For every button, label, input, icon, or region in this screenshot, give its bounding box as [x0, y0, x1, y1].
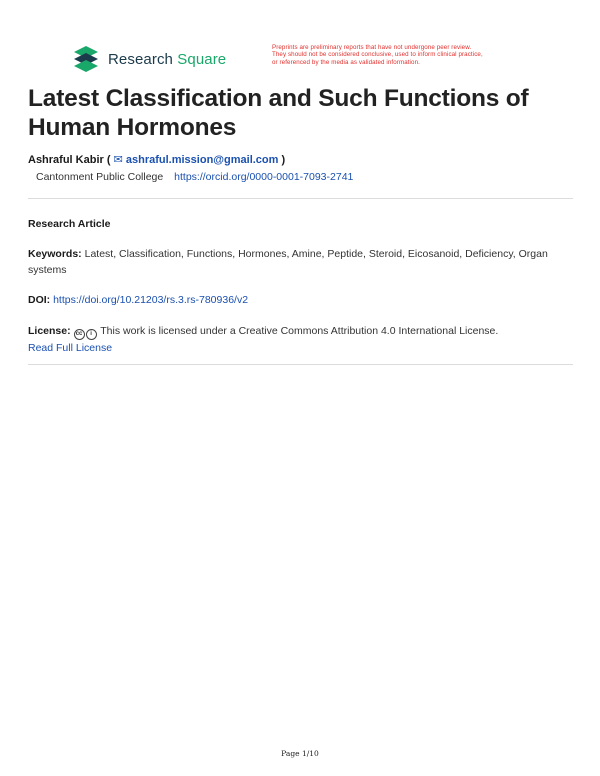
divider — [28, 364, 573, 365]
disclaimer-line: Preprints are preliminary reports that have not undergone peer review. — [272, 44, 472, 51]
divider — [28, 198, 573, 199]
affiliation-line — [36, 171, 353, 183]
research-square-logo-icon — [72, 46, 100, 72]
disclaimer-line: or referenced by the media as validated information. — [272, 58, 420, 66]
orcid-link[interactable]: https://orcid.org/0000-0001-7093-2741 — [174, 171, 354, 183]
open-paren: ( — [106, 154, 111, 166]
license-text: This work is licensed under a Creative Commons Attribution 4.0 International License. — [100, 325, 499, 337]
cc-icon: cc — [74, 329, 85, 340]
brand-name — [108, 51, 226, 68]
license-label: License: — [28, 325, 71, 337]
author-email: ashraful.mission@gmail.com — [125, 154, 279, 166]
keywords-field — [28, 246, 573, 278]
preprint-disclaimer — [272, 44, 562, 66]
read-full-license-link[interactable]: Read Full License — [28, 342, 113, 354]
page-number: Page 1/10 — [281, 749, 319, 758]
article-type: Research Article — [28, 218, 111, 230]
envelope-icon: ✉ — [113, 154, 123, 166]
doi-field — [28, 292, 573, 308]
disclaimer-line: They should not be considered conclusive, used to inform clinical practice, — [272, 51, 483, 59]
author-line — [28, 153, 285, 166]
brand-name-part2: Square — [177, 50, 227, 68]
by-icon: i — [86, 329, 97, 340]
author-name: Ashraful Kabir — [28, 154, 104, 166]
license-field — [28, 323, 573, 356]
research-square-logo[interactable] — [72, 46, 226, 72]
article-title: Latest Classification and Such Functions of Human Hormones — [28, 85, 529, 141]
keywords-value: Latest, Classification, Functions, Hormones, Amine, Peptide, Steroid, Eicosanoid, Deficiency, Organ systems — [28, 248, 548, 276]
close-paren: ) — [281, 154, 286, 166]
author-email-link[interactable] — [114, 154, 282, 166]
page-header — [72, 44, 532, 76]
doi-link[interactable]: https://doi.org/10.21203/rs.3.rs-780936/v2 — [53, 294, 249, 306]
doi-label: DOI: — [28, 294, 51, 306]
keywords-label: Keywords: — [28, 248, 82, 260]
brand-name-part1: Research — [108, 50, 173, 68]
author-affiliation: Cantonment Public College — [36, 171, 164, 183]
